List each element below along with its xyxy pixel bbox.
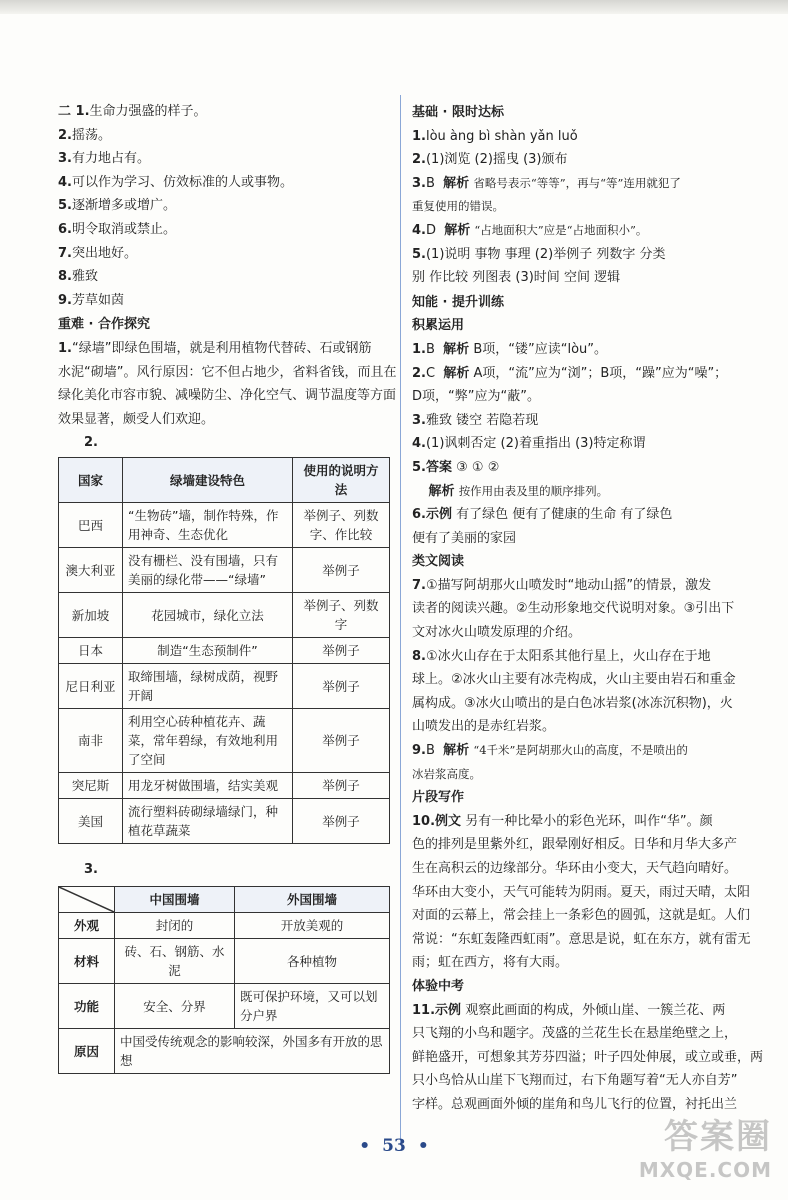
answer-line: 1.B 解析 B项，“镂”应读“lòu”。 [412,341,607,357]
answer-line: 字样。总观画面外倾的崖角和鸟儿飞行的位置，衬托出兰 [412,1096,738,1112]
answer-line: D项，“弊”应为“蔽”。 [412,389,540,405]
china-cell: 封闭的 [115,913,235,939]
feature-cell: 利用空心砖种植花卉、蔬菜，常年碧绿，有效地利用了空间 [123,709,293,773]
reason-cell: 中国受传统观念的影响较深，外国多有开放的思想 [115,1029,390,1074]
table-row [59,503,390,548]
answer-line: 山喷发出的是赤红岩浆。 [412,719,556,735]
method-cell: 举例子 [293,709,390,773]
table-row [59,799,390,844]
row-label: 外观 [59,913,115,939]
answer-line: 别 作比较 列图表 (3)时间 空间 逻辑 [412,270,621,286]
table-row [59,913,390,939]
diagonal-line [59,887,114,912]
country-cell: 巴西 [59,503,123,548]
answer-line: 对面的云幕上，常会挂上一条彩色的圆弧，这就是虹。人们 [412,908,751,924]
answer-line: 4.(1)讽刺否定 (2)着重指出 (3)特定称谓 [412,436,646,452]
country-cell: 尼日利亚 [59,664,123,709]
diagonal-corner-cell [59,887,115,913]
table-row [59,1029,390,1074]
answer-line: 属构成。③冰火山喷出的是白色冰岩浆(冰冻沉积物)，火 [412,695,733,711]
answer-line: 10.例文 另有一种比晕小的彩色光环，叫作“华”。颜 [412,813,713,829]
answer-line: 雨；虹在西方，将有大雨。 [412,955,569,971]
table-header: 国家 [59,458,123,503]
answer-line: 4.D 解析 “占地面积大”应是“占地面积小”。 [412,222,648,238]
section-title: 重难 · 合作探究 [58,317,150,333]
method-cell: 举例子 [293,638,390,664]
answer-line: 常说：“东虹轰隆西虹雨”。意思是说，虹在东方，就有雷无 [412,931,751,947]
answer-line: 球上。②冰火山主要有冰壳构成，火山主要由岩石和重金 [412,672,736,688]
answer-line: 2.C 解析 A项，“流”应为“浏”；B项，“躁”应为“噪”； [412,365,728,381]
intro-answers [58,100,390,312]
subsection-title: 类文阅读 [412,554,465,570]
answer-line: 生在高积云的边缘部分。华环由小变大，天气趋向晴好。 [412,861,738,876]
country-cell: 美国 [59,799,123,844]
answer-line: 便有了美丽的家园 [412,530,517,546]
watermark-logo: 答案圈 [664,1117,772,1157]
feature-cell: 花园城市，绿化立法 [123,593,293,638]
answer-line: 7.突出地好。 [58,245,137,261]
feature-cell: 流行塑料砖砌绿墙绿门，种植花草蔬菜 [123,799,293,844]
method-cell: 举例子 [293,664,390,709]
answer-line: 只小鸟恰从山崖下飞翔而过，右下角题写着“无人亦自芳” [412,1073,738,1089]
answer-line: 绿化美化市容市貌、减噪防尘、净化空气、调节温度等方面 [58,388,397,404]
method-cell: 举例子 [293,799,390,844]
table-header: 中国围墙 [115,887,235,913]
answer-line: 冰岩浆高度。 [412,766,481,781]
country-cell: 澳大利亚 [59,548,123,593]
left-column [58,100,397,1074]
answer-line: 色的排列是里紫外红，跟晕刚好相反。日华和月华大多产 [412,837,738,853]
table-header: 使用的说明方法 [293,458,390,503]
watermark-url: MXQE.COM [638,1158,772,1182]
foreign-cell: 开放美观的 [235,913,390,939]
green-wall-table [58,457,390,844]
answer-line: 6.明令取消或禁止。 [58,221,176,237]
subsection-title: 片段写作 [412,790,465,806]
row-label: 原因 [59,1029,115,1074]
question-2-label: 2. [84,435,98,451]
table-row [59,984,390,1029]
answer-line: 6.示例 有了绿色 便有了健康的生命 有了绿色 [412,507,673,523]
table-row [59,664,390,709]
right-column [412,100,772,1117]
answer-line: 二 1.生命力强盛的样子。 [58,104,207,119]
section-title: 基础 · 限时达标 [412,105,504,120]
country-cell: 日本 [59,638,123,664]
table-header: 绿墙建设特色 [123,458,293,503]
foreign-cell: 既可保护环境，又可以划分户界 [235,984,390,1029]
wall-comparison-table [58,886,390,1074]
answer-line: 重复使用的错误。 [412,199,504,214]
answer-line: 1.“绿墙”即绿色围墙，就是利用植物代替砖、石或钢筋 [58,340,372,356]
subsection-title: 体验中考 [412,978,465,994]
subsection-title: 积累运用 [412,318,465,334]
feature-cell: 用龙牙树做围墙，结实美观 [123,773,293,799]
china-cell: 砖、石、钢筋、水泥 [115,939,235,984]
page-number: • 53 • [359,1136,429,1156]
answer-line: 3.有力地占有。 [58,151,150,167]
method-cell: 举例子 [293,548,390,593]
answer-line: 华环由大变小，天气可能转为阴雨。夏天，雨过天晴，太阳 [412,884,751,900]
feature-cell: “生物砖”墙，制作特殊，作用神奇、生态优化 [123,503,293,548]
answer-line: 7.①描写阿胡那火山喷发时“地动山摇”的情景，激发 [412,577,712,593]
answer-line: 5.答案 ③ ① ② [412,459,500,475]
answer-line: 3.雅致 镂空 若隐若现 [412,412,539,428]
country-cell: 突尼斯 [59,773,123,799]
answer-line: 1.lòu àng bì shàn yǎn luǒ [412,128,578,144]
feature-cell: 取缔围墙，绿树成荫，视野开阔 [123,664,293,709]
answer-line: 4.可以作为学习、仿效标准的人或事物。 [58,174,293,190]
section-title: 知能 · 提升训练 [412,294,504,310]
answer-line: 解析 按作用由表及里的顺序排列。 [428,483,609,499]
table-row [59,709,390,773]
country-cell: 南非 [59,709,123,773]
method-cell: 举例子 [293,773,390,799]
answer-line: 效果显著，颇受人们欢迎。 [58,411,215,427]
question-1 [58,337,397,431]
feature-cell: 制造“生态预制件” [123,638,293,664]
method-cell: 举例子、列数字 [293,593,390,638]
feature-cell: 没有栅栏、没有围墙，只有美丽的绿化带——“绿墙” [123,548,293,593]
table-row [59,593,390,638]
answer-line: 5.逐渐增多或增广。 [58,198,176,214]
answer-line: 11.示例 观察此画面的构成，外倾山崖、一簇兰花、两 [412,1002,726,1018]
table-header: 外国围墙 [235,887,390,913]
answer-line: 9.芳草如茵 [58,292,124,308]
row-label: 功能 [59,984,115,1029]
method-cell: 举例子、列数字、作比较 [293,503,390,548]
question-3-label: 3. [84,862,98,878]
answer-line: 2.摇荡。 [58,127,111,143]
country-cell: 新加坡 [59,593,123,638]
table-header-row [59,887,390,913]
table-header-row [59,458,390,503]
answer-line: 3.B 解析 省略号表示“等等”，再与“等”连用就犯了 [412,175,681,191]
column-divider [400,95,401,1145]
table-row [59,773,390,799]
answer-line: 2.(1)浏览 (2)摇曳 (3)颁布 [412,152,568,168]
answer-line: 8.雅致 [58,269,98,285]
answer-line: 水泥“砌墙”。风行原因：它不但占地少，省料省钱，而且在 [58,364,397,380]
answer-line: 鲜艳盛开，可想象其芳芬四溢；叶子四处伸展，或立或垂，两 [412,1049,764,1065]
answer-line: 文对冰火山喷发原理的介绍。 [412,625,582,641]
table-row [59,939,390,984]
table-row [59,548,390,593]
answer-line: 9.B 解析 “4千米”是阿胡那火山的高度，不是喷出的 [412,743,688,759]
row-label: 材料 [59,939,115,984]
answer-line: 读者的阅读兴趣。②生动形象地交代说明对象。③引出下 [412,601,735,617]
answer-line: 8.①冰火山存在于太阳系其他行星上，火山存在于地 [412,648,711,664]
scan-top-edge [0,0,788,14]
foreign-cell: 各种植物 [235,939,390,984]
watermark [639,1109,772,1182]
table-row [59,638,390,664]
answer-line: 5.(1)说明 事物 事理 (2)举例子 列数字 分类 [412,246,666,262]
china-cell: 安全、分界 [115,984,235,1029]
answer-line: 只飞翔的小鸟和题字。茂盛的兰花生长在悬崖绝壁之上， [412,1026,738,1042]
